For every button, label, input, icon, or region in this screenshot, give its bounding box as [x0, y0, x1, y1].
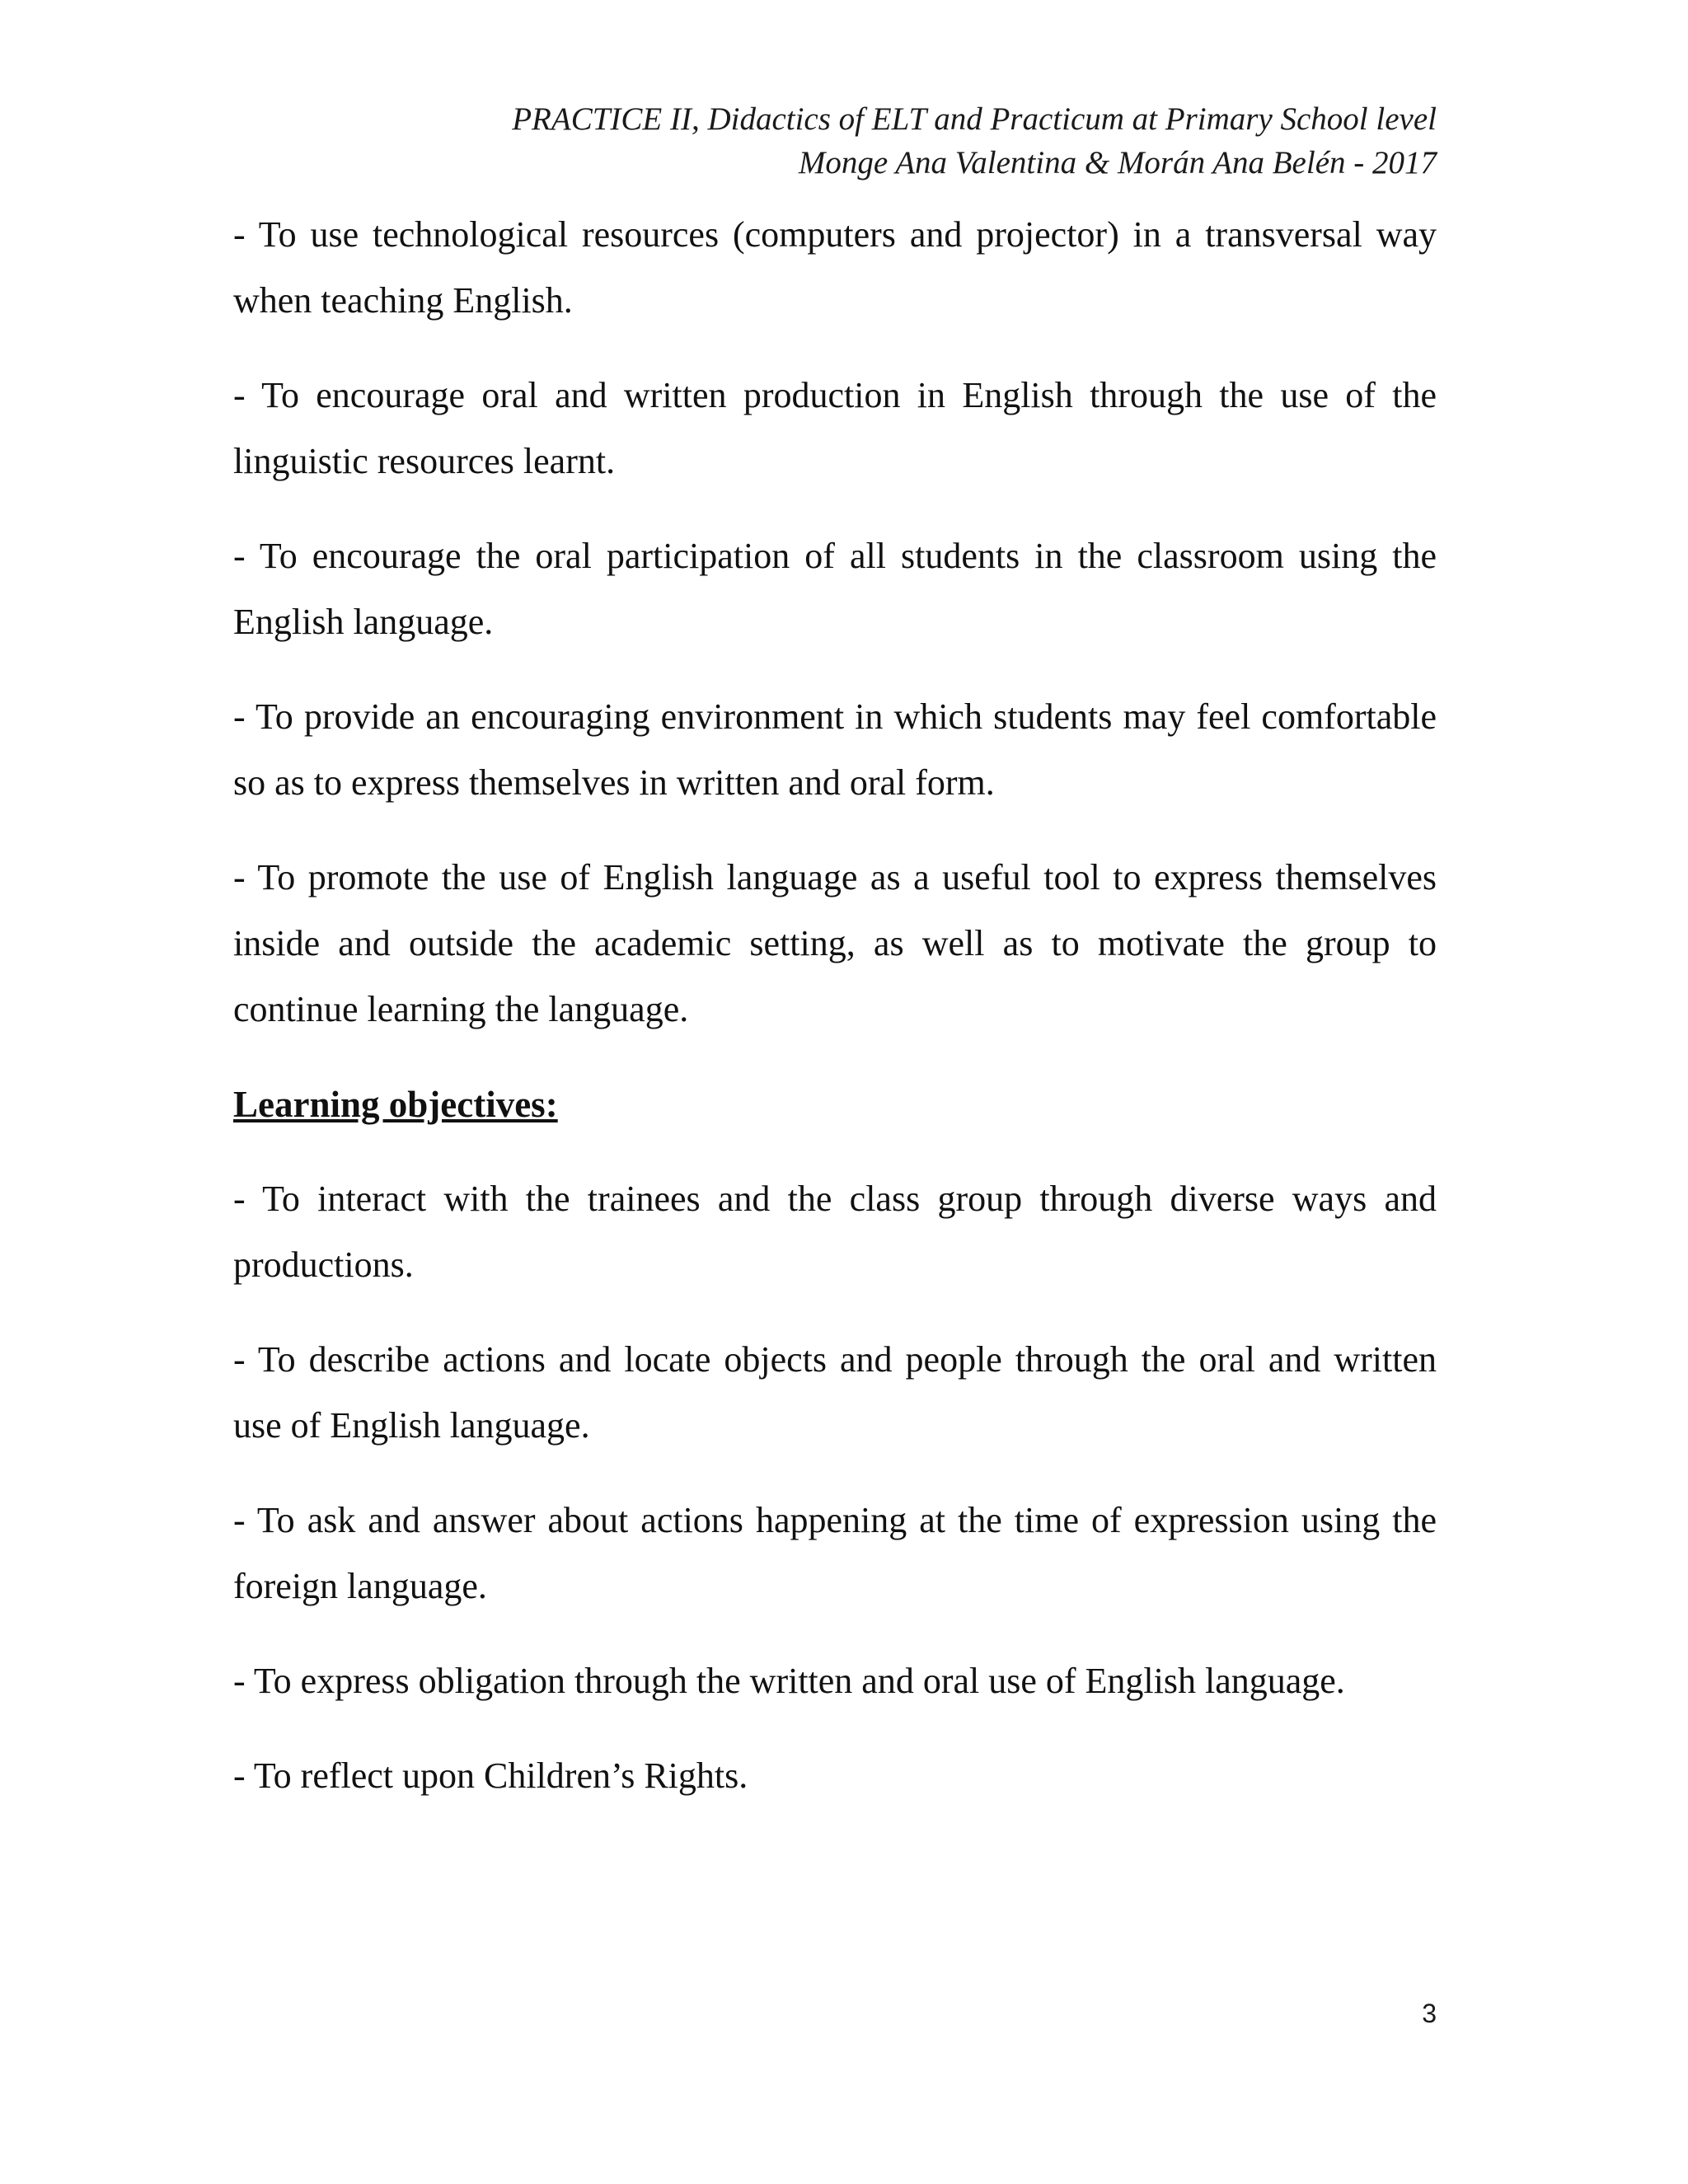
- objective-item: - To promote the use of English language as a useful tool to express themselves inside and outside the academic setting, as well as to motivate the group to continue learning the language.: [233, 857, 1437, 1029]
- learning-objective-item: - To ask and answer about actions happening at the time of expression using the foreign language.: [233, 1500, 1437, 1606]
- learning-objectives-heading: Learning objectives:: [233, 1084, 558, 1125]
- learning-objective-item: - To interact with the trainees and the class group through diverse ways and productions.: [233, 1179, 1437, 1285]
- objective-item: - To provide an encouraging environment in which students may feel comfortable so as to express themselves in written and oral form.: [233, 696, 1437, 803]
- header-course-title: PRACTICE II, Didactics of ELT and Practicum at Primary School level: [512, 101, 1437, 137]
- page-number: 3: [1422, 1999, 1437, 2028]
- objective-item: - To encourage oral and written production in English through the use of the linguistic resources learnt.: [233, 375, 1437, 481]
- learning-objective-item: - To describe actions and locate objects and people through the oral and written use of English language.: [233, 1339, 1437, 1446]
- main-content: [233, 202, 1437, 1838]
- objective-item: - To use technological resources (computers and projector) in a transversal way when teaching English.: [233, 214, 1437, 321]
- objective-item: - To encourage the oral participation of all students in the classroom using the English language.: [233, 536, 1437, 642]
- learning-objective-item: - To express obligation through the written and oral use of English language.: [233, 1661, 1345, 1701]
- page-header: [512, 97, 1437, 185]
- header-authors: Monge Ana Valentina & Morán Ana Belén - 2017: [798, 145, 1437, 180]
- learning-objective-item: - To reflect upon Children’s Rights.: [233, 1755, 748, 1796]
